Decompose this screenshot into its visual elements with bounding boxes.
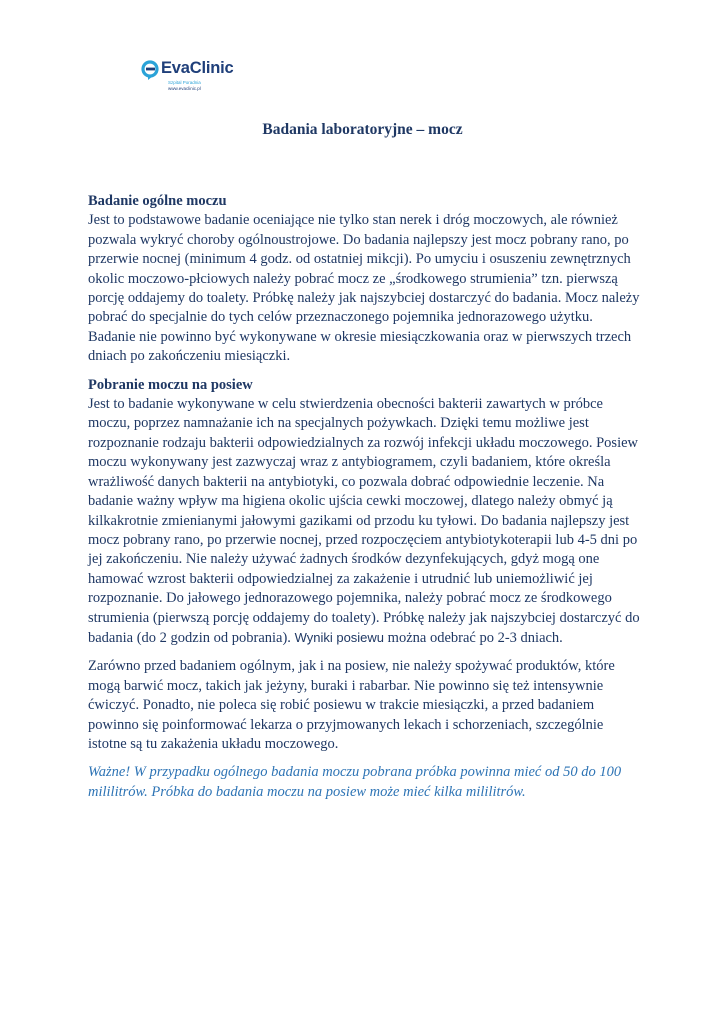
section-text: Jest to podstawowe badanie oceniające nie tylko stan nerek i dróg moczowych, ale również pozwala wykryć choroby ogólnoustrojowe. Do badania najlepszy jest mocz pobrany rano, po przerwie nocnej (minimum 4 godz. od ostatniej mikcji). Po umyciu i osuszeniu zewnętrznych okolic moczowo-płciowych należy pobrać mocz ze „środkowego strumienia” tzn. pierwszą porcję oddajemy do toalety. Próbkę należy jak najszybciej dostarczyć do badania. Mocz należy pobrać do specjalnie do tych celów przeznaczonego pojemnika jednorazowego użytku. Badanie nie powinno być wykonywane w okresie miesiączkowania oraz w pierwszych trzech dniach po zakończeniu miesiączki. [88,212,640,365]
section-heading: Pobranie moczu na posiew [88,376,253,393]
logo-tagline: Szpital Poradnia [168,80,201,85]
logo-url: www.evaclinic.pl [168,86,201,91]
page-title: Badania laboratoryjne – mocz [262,121,463,138]
clinic-logo [140,57,250,97]
important-note: Ważne! W przypadku ogólnego badania moczu pobrana próbka powinna mieć od 50 do 100 mililitrów. Próbka do badania moczu na posiew może mieć kilka mililitrów. [88,764,622,800]
section-heading: Badanie ogólne moczu [88,193,227,209]
section-text: Jest to badanie wykonywane w celu stwierdzenia obecności bakterii zawartych w próbce moczu, poprzez namnażanie ich na specjalnych pożywkach. Dzięki temu możliwe jest rozpoznanie rodzaju bakterii odpowiedzialnych za rozwój infekcji układu moczowego. Posiew moczu wykonywany jest zazwyczaj wraz z antybiogramem, czyli badaniem, które określa wrażliwość danych bakterii na antybiotyki, co pozwala dobrać odpowiednie leczenie. Na badanie ważny wpływ ma higiena okolic ujścia cewki moczowej, dlatego należy obmyć ją kilkakrotnie zmienianymi jałowymi gazikami od przodu ku tyłowi. Do badania najlepszy jest mocz pobrany rano, po przerwie nocnej, przed rozpoczęciem antybiotykoterapii lub 4-5 dni po jej zakończeniu. Nie należy używać żadnych środków dezynfekujących, gdyż mogą one hamować wzrost bakterii odpowiedzialnej za zakażenie i utrudnić lub uniemożliwić jej rozpoznanie. Do jałowego jednorazowego pojemnika, należy pobrać mocz ze środkowego strumienia (pierwszą porcję oddajemy do toalety). Próbkę należy jak najszybciej dostarczyć do badania (do 2 godzin od pobrania). [88,396,640,646]
section-urine-culture [88,376,640,649]
logo-name: EvaClinic [161,59,234,77]
results-text: można odebrać po 2-3 dniach. [387,629,563,646]
evaclinic-logo-icon [140,59,160,81]
document-body [88,192,640,802]
preparation-paragraph: Zarówno przed badaniem ogólnym, jak i na posiew, nie należy spożywać produktów, które mogą barwić mocz, takich jak jeżyny, buraki i rabarbar. Nie powinno się też intensywnie ćwiczyć. Ponadto, nie poleca się robić posiewu w trakcie miesiączki, a przed badaniem powinno się poinformować lekarza o przyjmowanych lekach i schorzeniach, szczególnie istotne są tu zakażenia układu moczowego. [88,658,615,752]
results-label: Wyniki posiewu [294,629,385,645]
section-general-urinalysis [88,192,640,367]
